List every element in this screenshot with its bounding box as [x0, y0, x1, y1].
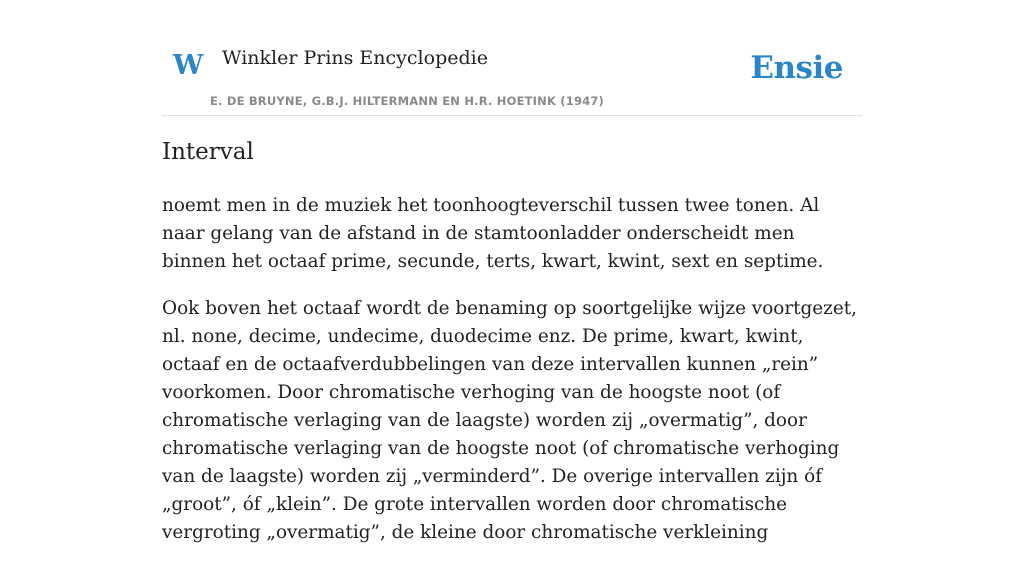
article-title: Interval	[162, 139, 254, 165]
ensie-brand-logo[interactable]: Ensie	[750, 50, 843, 86]
publication-authors: E. DE BRUYNE, G.B.J. HILTERMANN EN H.R. HOETINK (1947)	[210, 94, 605, 108]
winkler-prins-logo-icon[interactable]: W	[173, 50, 204, 81]
publication-title[interactable]: Winkler Prins Encyclopedie	[222, 47, 488, 69]
article-body	[162, 192, 862, 566]
article-paragraph-1: noemt men in de muziek het toonhoogteverschil tussen twee tonen. Al naar gelang van de afstand in de stamtoonladder onderscheidt men binnen het octaaf prime, secunde, terts, kwart, kwint, sext en septime.	[162, 195, 824, 272]
header	[162, 40, 862, 116]
article-paragraph-2: Ook boven het octaaf wordt de benaming op soortgelijke wijze voortgezet, nl. none, decime, undecime, duodecime enz. De prime, kwart, kwint, octaaf en de octaafverdubbelingen van deze intervallen kunnen „rein” voorkomen. Door chromatische verhoging van de hoogste noot (of chromatische verlaging van de laagste) worden zij „overmatig”, door chromatische verlaging van de hoogste noot (of chromatische verhoging van de laagste) worden zij „verminderd”. De overige intervallen zijn óf „groot”, óf „klein”. De grote intervallen worden door chromatische vergroting „overmatig”, de kleine door chromatische verkleining	[162, 298, 857, 543]
